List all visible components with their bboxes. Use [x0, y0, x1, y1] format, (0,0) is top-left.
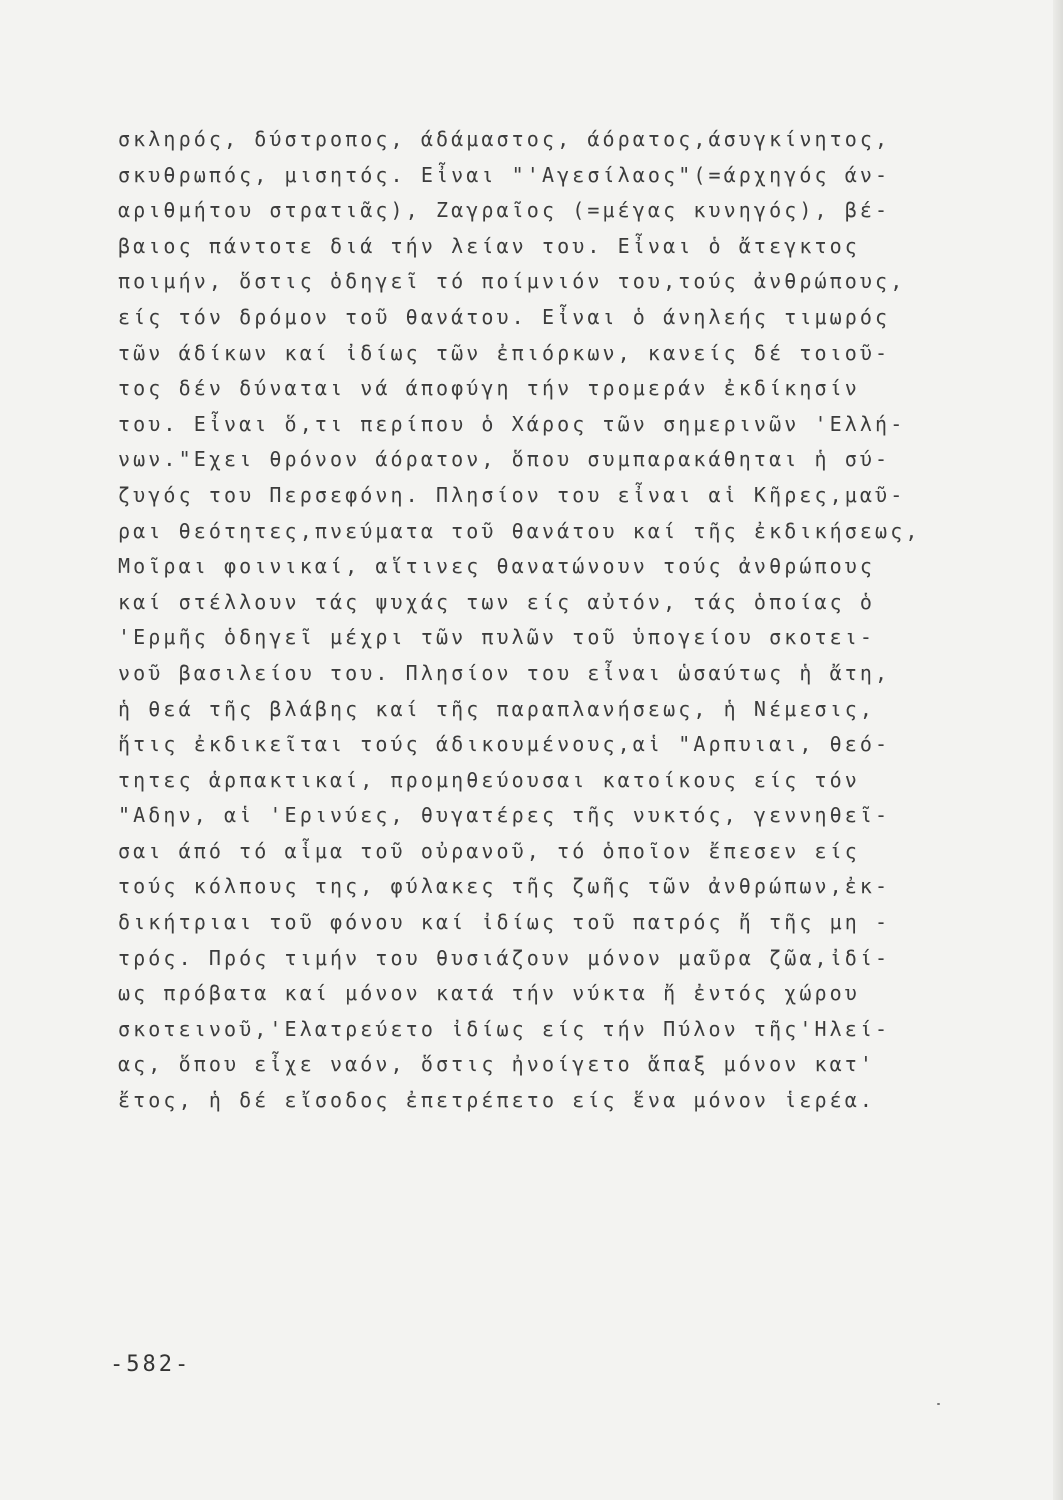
text-line: νων."Εχει θρόνον άόρατον, ὅπου συμπαρακάθηται ἡ σύ- [118, 447, 891, 472]
text-line: 'Ερμῆς ὁδηγεῖ μέχρι τῶν πυλῶν τοῦ ὑπογείου σκοτει- [118, 625, 876, 650]
text-line: τούς κόλπους της, φύλακες τῆς ζωῆς τῶν ἀνθρώπων,ἐκ- [118, 874, 891, 899]
text-line: αριθμήτου στρατιᾶς), Ζαγραῖος (=μέγας κυνηγός), βέ- [118, 198, 891, 223]
text-line: βαιος πάντοτε διά τήν λείαν του. Εἶναι ὁ ἄτεγκτος [118, 233, 860, 258]
text-line: τρός. Πρός τιμήν του θυσιάζουν μόνον μαῦρα ζῶα,ἰδί- [118, 945, 891, 970]
text-line: ας, ὅπου εἶχε ναόν, ὅστις ἠνοίγετο ἅπαξ μόνον κατ' [118, 1052, 876, 1077]
text-line: τῶν άδίκων καί ἰδίως τῶν ἐπιόρκων, κανείς δέ τοιοῦ- [118, 340, 891, 365]
text-line: καί στέλλουν τάς ψυχάς των είς αὐτόν, τάς ὁποίας ὁ [118, 589, 876, 614]
text-line: "Αδην, αἱ 'Ερινύες, θυγατέρες τῆς νυκτός, γεννηθεῖ- [118, 803, 891, 828]
text-line: ἡ θεά τῆς βλάβης καί τῆς παραπλανήσεως, ἡ Νέμεσις, [118, 696, 876, 721]
text-line: τητες ἁρπακτικαί, προμηθεύουσαι κατοίκους είς τόν [118, 767, 860, 792]
text-line: ζυγός του Περσεφόνη. Πλησίον του εἶναι αἱ Κῆρες,μαῦ- [118, 482, 906, 507]
text-body [118, 122, 1018, 1119]
text-line: σκληρός, δύστροπος, άδάμαστος, άόρατος,άσυγκίνητος, [118, 127, 891, 151]
text-line: ως πρόβατα καί μόνον κατά τήν νύκτα ἤ ἐντός χώρου [118, 981, 860, 1006]
text-line: σκυθρωπός, μισητός. Εἶναι "'Αγεσίλαος"(=άρχηγός άν- [118, 162, 891, 187]
text-line: ἥτις ἐκδικεῖται τούς άδικουμένους,αἱ "Αρπυιαι, θεό- [118, 732, 891, 757]
text-line: τος δέν δύναται νά άποφύγη τήν τρομεράν ἐκδίκησίν [118, 376, 860, 401]
text-line: ραι θεότητες,πνεύματα τοῦ θανάτου καί τῆς ἐκδικήσεως, [118, 518, 921, 543]
text-line: σκοτεινοῦ,'Ελατρεύετο ἰδίως είς τήν Πύλον τῆς'Ηλεί- [118, 1016, 891, 1041]
text-line: ἔτος, ἡ δέ εἴσοδος ἐπετρέπετο είς ἕνα μόνον ἱερέα. [118, 1088, 876, 1113]
text-line: νοῦ βασιλείου του. Πλησίον του εἶναι ὡσαύτως ἡ ἄτη, [118, 660, 891, 685]
print-speck [937, 1403, 940, 1405]
text-line: είς τόν δρόμον τοῦ θανάτου. Εἶναι ὁ άνηλεής τιμωρός [118, 304, 891, 329]
text-line: Μοῖραι φοινικαί, αἵτινες θανατώνουν τούς ἀνθρώπους [118, 554, 876, 579]
text-line: του. Εἶναι ὅ,τι περίπου ὁ Χάρος τῶν σημερινῶν 'Ελλή- [118, 411, 906, 436]
text-line: δικήτριαι τοῦ φόνου καί ἰδίως τοῦ πατρός ἤ τῆς μη - [118, 910, 891, 935]
page-number: -582- [110, 1352, 192, 1377]
page-edge [1053, 0, 1063, 1500]
text-line: σαι άπό τό αἷμα τοῦ οὐρανοῦ, τό ὁποῖον ἔπεσεν είς [118, 838, 860, 863]
text-line: ποιμήν, ὅστις ὁδηγεῖ τό ποίμνιόν του,τούς ἀνθρώπους, [118, 269, 906, 294]
